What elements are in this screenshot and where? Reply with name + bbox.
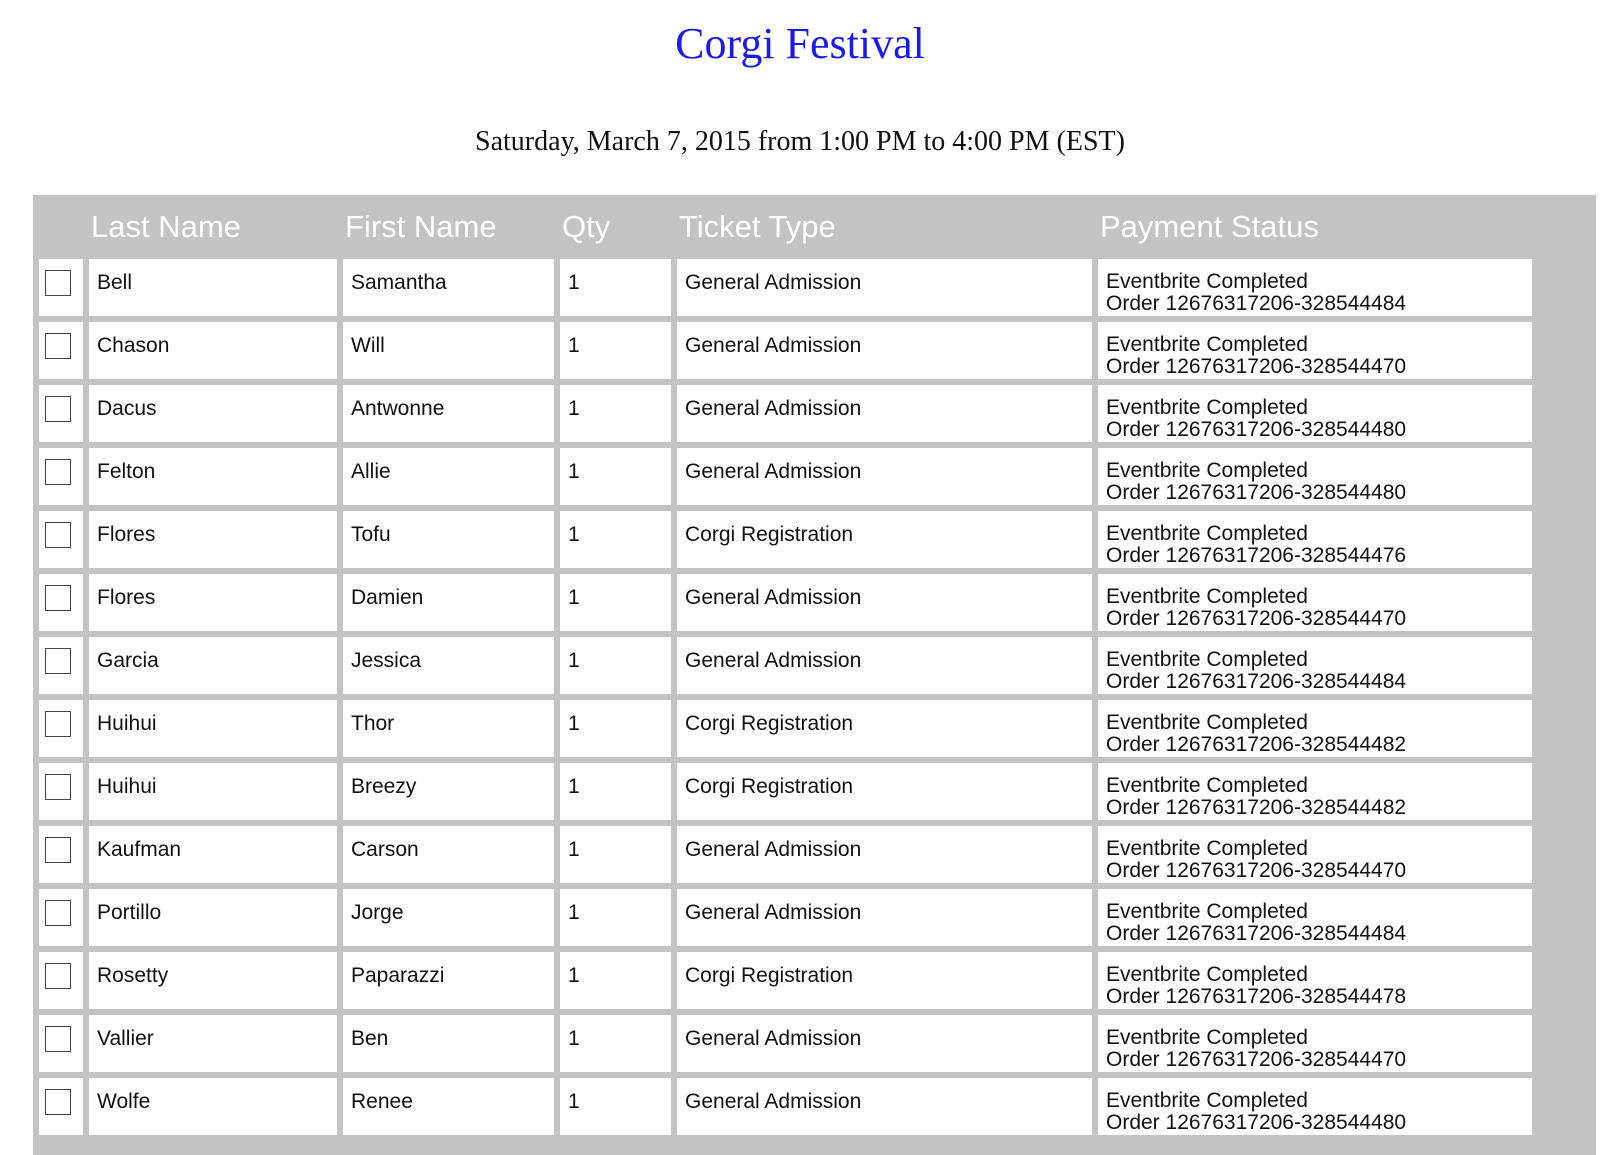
first-name-cell: Damien [343, 574, 554, 631]
qty-cell: 1 [560, 1078, 671, 1135]
last-name-cell: Chason [89, 322, 337, 379]
event-datetime: Saturday, March 7, 2015 from 1:00 PM to 4:00 PM (EST) [475, 126, 1125, 157]
table-row [39, 1078, 1532, 1135]
payment-status-cell [1098, 511, 1532, 568]
payment-status-cell [1098, 1078, 1532, 1135]
ticket-type-cell: General Admission [677, 322, 1092, 379]
payment-status-text: Eventbrite Completed [1106, 333, 1308, 356]
attendee-checkbox[interactable] [45, 1089, 71, 1115]
first-name-cell: Thor [343, 700, 554, 757]
checkbox-cell [39, 511, 83, 568]
payment-status-text: Eventbrite Completed [1106, 585, 1308, 608]
payment-status-cell [1098, 574, 1532, 631]
attendee-table [33, 195, 1538, 1141]
qty-cell: 1 [560, 259, 671, 316]
order-number: Order 12676317206-328544484 [1106, 670, 1407, 693]
table-row [39, 259, 1532, 316]
checkbox-cell [39, 763, 83, 820]
payment-status-cell [1098, 826, 1532, 883]
payment-status-cell [1098, 700, 1532, 757]
first-name-cell: Antwonne [343, 385, 554, 442]
order-number: Order 12676317206-328544480 [1106, 481, 1407, 504]
attendee-checkbox[interactable] [45, 648, 71, 674]
order-number: Order 12676317206-328544482 [1106, 733, 1407, 756]
checkbox-cell [39, 574, 83, 631]
payment-status-cell [1098, 1015, 1532, 1072]
checkbox-cell [39, 385, 83, 442]
payment-status-text: Eventbrite Completed [1106, 270, 1308, 293]
first-name-cell: Samantha [343, 259, 554, 316]
first-name-cell: Jessica [343, 637, 554, 694]
order-number: Order 12676317206-328544476 [1106, 544, 1407, 567]
payment-status-text: Eventbrite Completed [1106, 522, 1308, 545]
table-row [39, 637, 1532, 694]
last-name-cell: Felton [89, 448, 337, 505]
attendee-table-container [33, 195, 1596, 1155]
order-number: Order 12676317206-328544470 [1106, 607, 1407, 630]
qty-cell: 1 [560, 385, 671, 442]
table-row [39, 448, 1532, 505]
attendee-checkbox[interactable] [45, 522, 71, 548]
qty-cell: 1 [560, 322, 671, 379]
order-number: Order 12676317206-328544470 [1106, 1048, 1407, 1071]
qty-cell: 1 [560, 637, 671, 694]
last-name-cell: Huihui [89, 763, 337, 820]
qty-cell: 1 [560, 448, 671, 505]
payment-status-text: Eventbrite Completed [1106, 648, 1308, 671]
checkbox-column-header [39, 201, 83, 253]
table-row [39, 952, 1532, 1009]
order-number: Order 12676317206-328544482 [1106, 796, 1407, 819]
first-name-cell: Renee [343, 1078, 554, 1135]
order-number: Order 12676317206-328544480 [1106, 1111, 1407, 1134]
first-name-cell: Breezy [343, 763, 554, 820]
checkbox-cell [39, 889, 83, 946]
ticket-type-cell: General Admission [677, 448, 1092, 505]
ticket-type-header: Ticket Type [679, 209, 836, 244]
last-name-cell: Portillo [89, 889, 337, 946]
payment-status-text: Eventbrite Completed [1106, 459, 1308, 482]
payment-status-text: Eventbrite Completed [1106, 963, 1308, 986]
first-name-cell: Allie [343, 448, 554, 505]
qty-cell: 1 [560, 826, 671, 883]
ticket-type-cell: General Admission [677, 637, 1092, 694]
qty-cell: 1 [560, 763, 671, 820]
first-name-cell: Paparazzi [343, 952, 554, 1009]
table-row [39, 511, 1532, 568]
checkbox-cell [39, 637, 83, 694]
ticket-type-cell: General Admission [677, 889, 1092, 946]
checkbox-cell [39, 700, 83, 757]
qty-cell: 1 [560, 700, 671, 757]
payment-status-cell [1098, 259, 1532, 316]
payment-status-cell [1098, 763, 1532, 820]
order-number: Order 12676317206-328544484 [1106, 292, 1407, 315]
checkbox-cell [39, 826, 83, 883]
payment-status-cell [1098, 952, 1532, 1009]
ticket-type-cell: General Admission [677, 259, 1092, 316]
last-name-cell: Flores [89, 511, 337, 568]
payment-status-header: Payment Status [1100, 209, 1319, 244]
ticket-type-cell: Corgi Registration [677, 763, 1092, 820]
payment-status-text: Eventbrite Completed [1106, 396, 1308, 419]
event-title: Corgi Festival [675, 19, 925, 68]
last-name-cell: Bell [89, 259, 337, 316]
last-name-cell: Huihui [89, 700, 337, 757]
payment-status-cell [1098, 448, 1532, 505]
ticket-type-cell: General Admission [677, 826, 1092, 883]
table-row [39, 826, 1532, 883]
ticket-type-cell: General Admission [677, 1078, 1092, 1135]
qty-cell: 1 [560, 889, 671, 946]
last-name-cell: Wolfe [89, 1078, 337, 1135]
payment-status-cell [1098, 889, 1532, 946]
last-name-cell: Rosetty [89, 952, 337, 1009]
attendee-checkbox[interactable] [45, 459, 71, 485]
ticket-type-cell: Corgi Registration [677, 511, 1092, 568]
first-name-cell: Will [343, 322, 554, 379]
table-row [39, 763, 1532, 820]
payment-status-cell [1098, 322, 1532, 379]
payment-status-text: Eventbrite Completed [1106, 711, 1308, 734]
ticket-type-cell: Corgi Registration [677, 700, 1092, 757]
ticket-type-cell: General Admission [677, 1015, 1092, 1072]
first-name-cell: Jorge [343, 889, 554, 946]
ticket-type-cell: General Admission [677, 574, 1092, 631]
attendee-checkbox[interactable] [45, 585, 71, 611]
attendee-checkbox[interactable] [45, 837, 71, 863]
qty-cell: 1 [560, 511, 671, 568]
order-number: Order 12676317206-328544470 [1106, 859, 1407, 882]
payment-status-text: Eventbrite Completed [1106, 837, 1308, 860]
qty-header: Qty [562, 209, 611, 244]
table-row [39, 700, 1532, 757]
ticket-type-cell: General Admission [677, 385, 1092, 442]
payment-status-cell [1098, 637, 1532, 694]
checkbox-cell [39, 322, 83, 379]
qty-cell: 1 [560, 1015, 671, 1072]
payment-status-text: Eventbrite Completed [1106, 1089, 1308, 1112]
first-name-cell: Ben [343, 1015, 554, 1072]
attendee-checkbox[interactable] [45, 270, 71, 296]
last-name-cell: Kaufman [89, 826, 337, 883]
order-number: Order 12676317206-328544484 [1106, 922, 1407, 945]
payment-status-cell [1098, 385, 1532, 442]
checkbox-cell [39, 1015, 83, 1072]
attendee-checkbox[interactable] [45, 963, 71, 989]
attendee-checkbox[interactable] [45, 333, 71, 359]
last-name-cell: Garcia [89, 637, 337, 694]
last-name-cell: Vallier [89, 1015, 337, 1072]
order-number: Order 12676317206-328544470 [1106, 355, 1407, 378]
ticket-type-cell: Corgi Registration [677, 952, 1092, 1009]
attendee-checkbox[interactable] [45, 711, 71, 737]
order-number: Order 12676317206-328544480 [1106, 418, 1407, 441]
table-row [39, 574, 1532, 631]
last-name-header: Last Name [91, 209, 241, 244]
attendee-checkbox[interactable] [45, 1026, 71, 1052]
payment-status-text: Eventbrite Completed [1106, 1026, 1308, 1049]
attendee-checkbox[interactable] [45, 396, 71, 422]
first-name-cell: Carson [343, 826, 554, 883]
table-header-row [39, 201, 1532, 253]
table-row [39, 322, 1532, 379]
qty-cell: 1 [560, 952, 671, 1009]
table-row [39, 889, 1532, 946]
attendee-rows [39, 259, 1532, 1135]
qty-cell: 1 [560, 574, 671, 631]
first-name-cell: Tofu [343, 511, 554, 568]
checkbox-cell [39, 952, 83, 1009]
attendee-checkbox[interactable] [45, 900, 71, 926]
payment-status-text: Eventbrite Completed [1106, 900, 1308, 923]
payment-status-text: Eventbrite Completed [1106, 774, 1308, 797]
checkbox-cell [39, 1078, 83, 1135]
checkbox-cell [39, 259, 83, 316]
order-number: Order 12676317206-328544478 [1106, 985, 1407, 1008]
last-name-cell: Dacus [89, 385, 337, 442]
checkbox-cell [39, 448, 83, 505]
attendee-checkbox[interactable] [45, 774, 71, 800]
first-name-header: First Name [345, 209, 497, 244]
last-name-cell: Flores [89, 574, 337, 631]
table-row [39, 385, 1532, 442]
table-row [39, 1015, 1532, 1072]
